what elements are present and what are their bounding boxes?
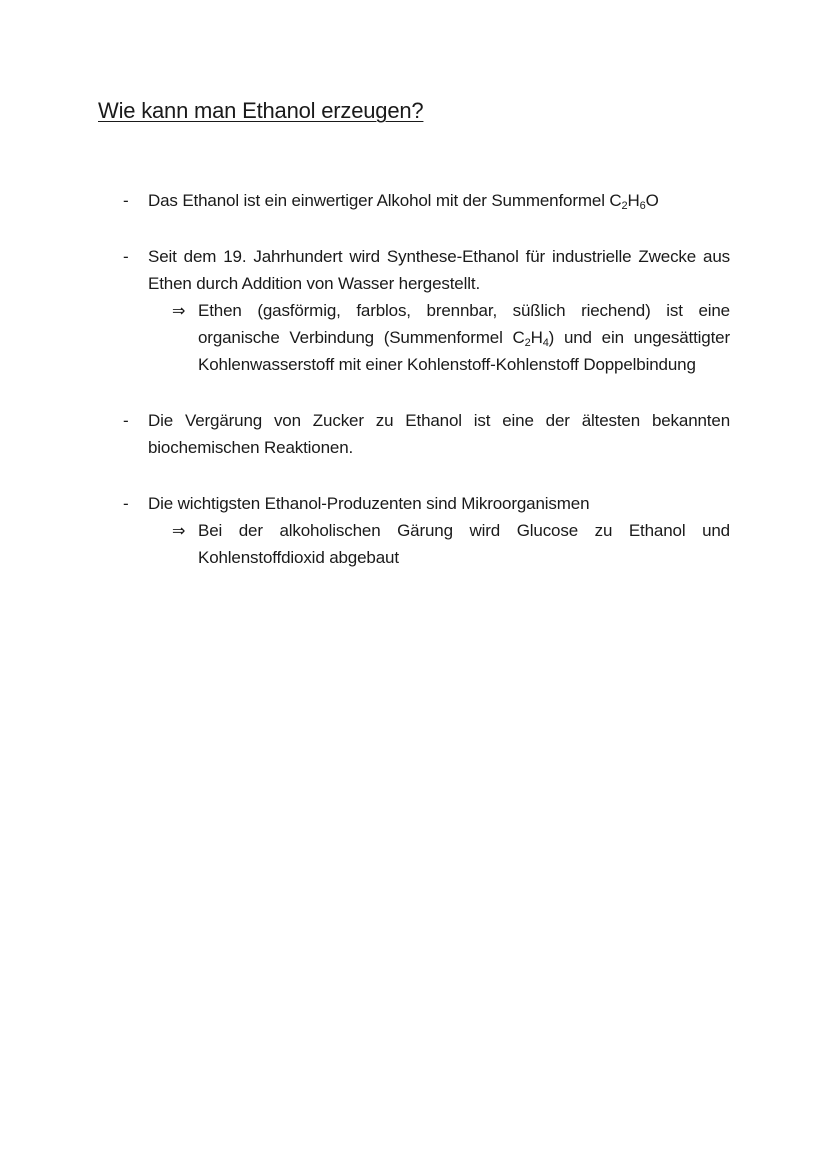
list-item bbox=[120, 187, 730, 214]
subscript: 2 bbox=[621, 200, 628, 212]
bullet-dash: - bbox=[123, 494, 129, 513]
sub-point bbox=[172, 297, 730, 378]
bullet-list bbox=[120, 187, 730, 600]
text-segment: Ethen (gasförmig, farblos, brennbar, süßlich riechend) ist eine organische Verbindung (Summenformel C bbox=[198, 301, 730, 347]
subscript: 4 bbox=[542, 337, 549, 349]
sub-point-text bbox=[172, 297, 730, 378]
bullet-dash: - bbox=[123, 191, 129, 210]
subscript: 6 bbox=[639, 200, 646, 212]
sub-point-text bbox=[172, 517, 730, 571]
list-item-text: Die Vergärung von Zucker zu Ethanol ist eine der ältesten bekannten biochemischen Reaktionen. bbox=[148, 411, 730, 457]
implies-arrow-icon: ⇒ bbox=[172, 521, 186, 540]
text-segment: O bbox=[645, 191, 659, 210]
sub-point bbox=[172, 517, 730, 571]
list-item bbox=[120, 407, 730, 461]
subscript: 2 bbox=[524, 337, 531, 349]
list-item-text: Seit dem 19. Jahrhundert wird Synthese-Ethanol für industrielle Zwecke aus Ethen durch Addition von Wasser hergestellt. bbox=[148, 247, 730, 293]
text-segment: H bbox=[627, 191, 640, 210]
list-item-text: Die wichtigsten Ethanol-Produzenten sind Mikroorganismen bbox=[148, 494, 590, 513]
list-item bbox=[120, 243, 730, 378]
bullet-dash: - bbox=[123, 411, 129, 430]
list-item-text bbox=[148, 187, 730, 214]
text-segment: Bei der alkoholischen Gärung wird Glucose zu Ethanol und Kohlenstoffdioxid abgebaut bbox=[198, 521, 730, 567]
text-segment: Das Ethanol ist ein einwertiger Alkohol mit der Summenformel C bbox=[148, 191, 622, 210]
text-segment: H bbox=[530, 328, 543, 347]
bullet-dash: - bbox=[123, 247, 129, 266]
implies-arrow-icon: ⇒ bbox=[172, 301, 186, 320]
text-segment: ) und ein ungesättigter Kohlenwasserstoff mit einer Kohlenstoff-Kohlenstoff Doppelbindung bbox=[198, 328, 730, 374]
page-title: Wie kann man Ethanol erzeugen? bbox=[98, 98, 424, 123]
list-item bbox=[120, 490, 730, 571]
